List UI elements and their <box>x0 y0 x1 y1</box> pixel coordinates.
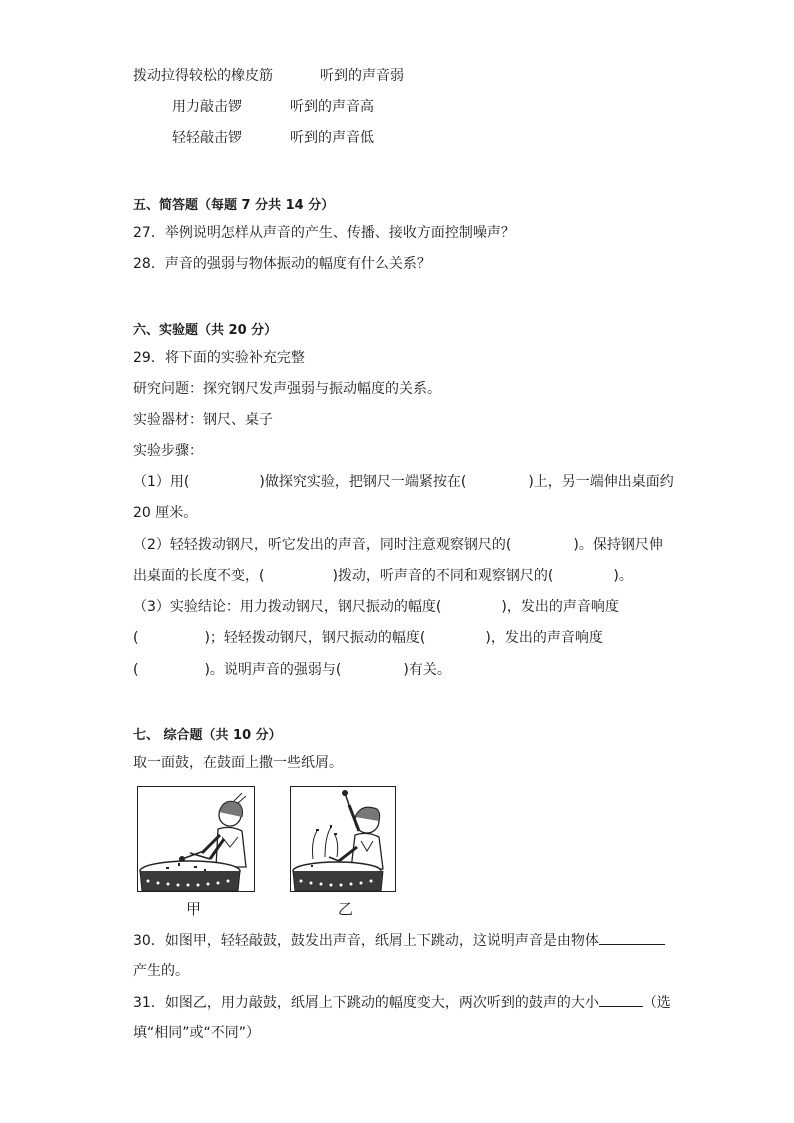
step-1-text-c: )上，另一端伸出桌面约 <box>528 474 674 490</box>
figure-label-yi: 乙 <box>338 900 354 918</box>
question-30-line-1 <box>133 930 665 951</box>
steps-label: 实验步骤： <box>133 443 203 459</box>
question-28: 28．声音的强弱与物体振动的幅度有什么关系？ <box>133 256 431 272</box>
step-3-line-2 <box>133 628 603 648</box>
section-5-title: 五、简答题（每题 7 分共 14 分） <box>133 198 335 213</box>
question-29: 29．将下面的实验补充完整 <box>133 350 305 366</box>
matching-left-2: 用力敲击锣 <box>172 99 242 115</box>
step-2-line-2 <box>133 566 633 586</box>
step-1-text-b: )做探究实验，把钢尺一端紧按在( <box>259 474 467 490</box>
step-2-text-b: )。保持钢尺伸 <box>573 537 663 553</box>
step-1-line-2: 20 厘米。 <box>133 505 198 521</box>
step-2-text-e: )。 <box>613 568 633 584</box>
step-2-line-1 <box>133 535 663 555</box>
step-3-text-c: ( <box>133 630 139 646</box>
step-1-line-1 <box>133 472 674 492</box>
step-3-text-g: )。说明声音的强弱与( <box>204 662 342 678</box>
matching-left-3: 轻轻敲击锣 <box>172 130 242 146</box>
step-2-text-a: （2）轻轻拨动钢尺，听它发出的声音，同时注意观察钢尺的( <box>133 537 512 553</box>
question-30-blank[interactable] <box>599 930 665 945</box>
step-2-text-c: 出桌面的长度不变，( <box>133 568 265 584</box>
section-7-title: 七、 综合题（共 10 分） <box>133 728 282 743</box>
step-2-text-d: )拨动，听声音的不同和观察钢尺的( <box>332 568 554 584</box>
step-3-line-1 <box>133 597 619 617</box>
question-31-line-2: 填“相同”或“不同”） <box>133 1025 261 1041</box>
matching-right-3: 听到的声音低 <box>290 130 374 146</box>
drum-intro: 取一面鼓，在鼓面上撒一些纸屑。 <box>133 755 343 771</box>
matching-right-1: 听到的声音弱 <box>320 68 404 84</box>
question-27: 27．举例说明怎样从声音的产生、传播、接收方面控制噪声？ <box>133 225 515 241</box>
question-31-text: 31．如图乙，用力敲鼓，纸屑上下跳动的幅度变大，两次听到的鼓声的大小 <box>133 995 599 1011</box>
step-3-text-e: )，发出的声音响度 <box>485 630 603 646</box>
research-question: 研究问题：探究钢尺发声强弱与振动幅度的关系。 <box>133 381 441 397</box>
step-3-text-f: ( <box>133 662 139 678</box>
section-6-title: 六、实验题（共 20 分） <box>133 323 278 338</box>
materials: 实验器材：钢尺、桌子 <box>133 412 273 428</box>
step-3-text-d: )；轻轻拨动钢尺，钢尺振动的幅度( <box>204 630 426 646</box>
question-30-line-2: 产生的。 <box>133 963 189 979</box>
step-3-text-b: )，发出的声音响度 <box>501 599 619 615</box>
question-31-line-1 <box>133 992 671 1013</box>
step-3-line-3 <box>133 660 451 680</box>
drum-gentle-illustration <box>138 787 254 891</box>
question-31-hint-a: （选 <box>642 995 671 1011</box>
drum-forceful-illustration <box>291 787 395 891</box>
matching-left-1: 拨动拉得较松的橡皮筋 <box>133 68 273 84</box>
question-30-text: 30．如图甲，轻轻敲鼓，鼓发出声音，纸屑上下跳动，这说明声音是由物体 <box>133 933 599 949</box>
drum-figure-jia <box>137 786 255 892</box>
step-3-text-a: （3）实验结论：用力拨动钢尺，钢尺振动的幅度( <box>133 599 442 615</box>
matching-right-2: 听到的声音高 <box>290 99 374 115</box>
figure-label-jia: 甲 <box>186 900 202 918</box>
drum-figure-yi <box>290 786 396 892</box>
question-31-blank[interactable] <box>599 992 643 1007</box>
step-3-text-h: )有关。 <box>403 662 451 678</box>
step-1-text-a: （1）用( <box>133 474 190 490</box>
